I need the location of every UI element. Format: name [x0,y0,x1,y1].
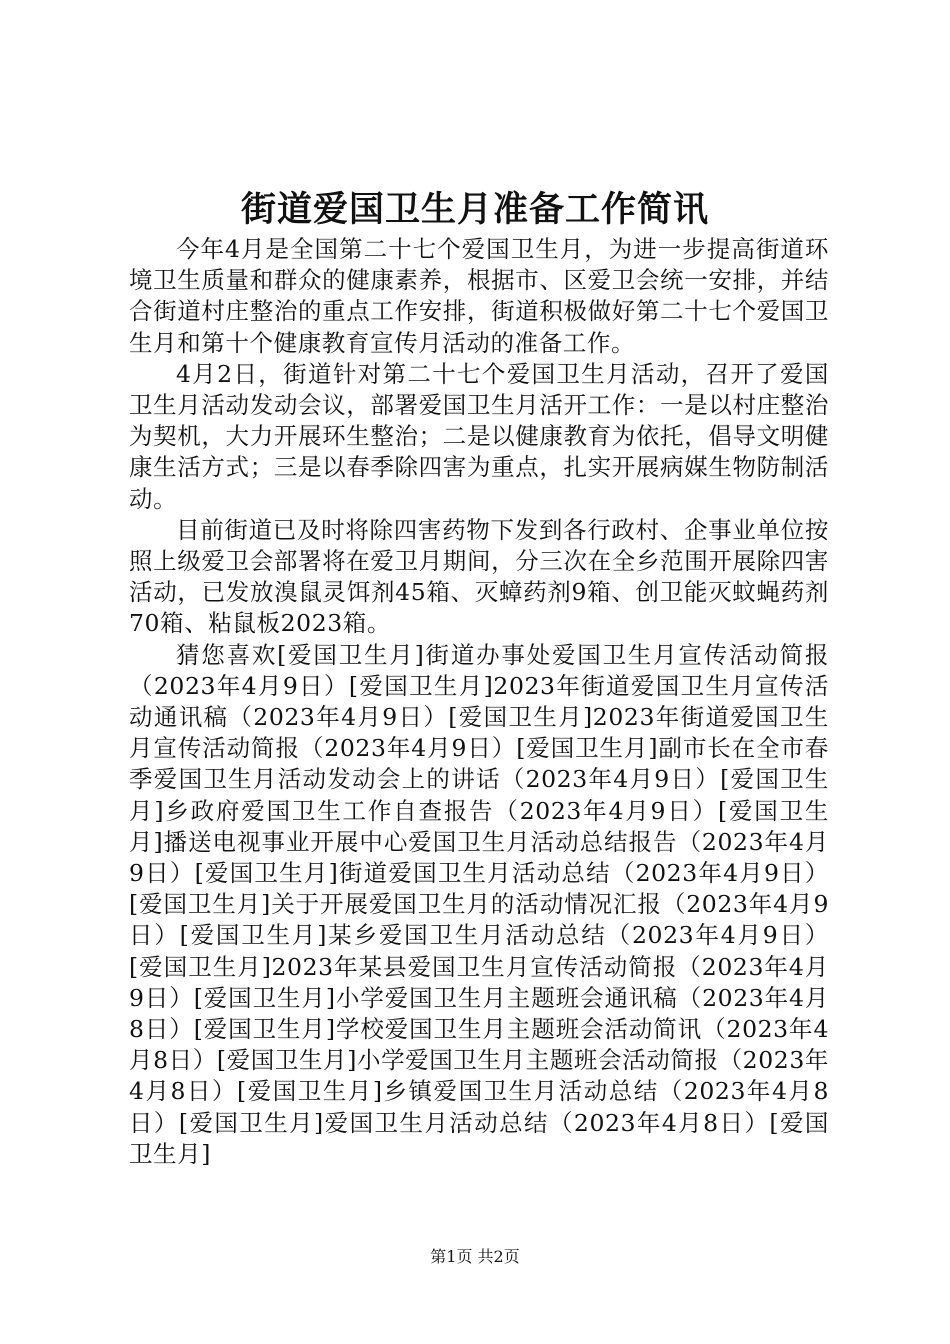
paragraph-intro: 今年4月是全国第二十七个爱国卫生月，为进一步提高街道环境卫生质量和群众的健康素养，根据市、区爱卫会统一安排，并结合街道村庄整治的重点工作安排，街道积极做好第二十七个爱国卫生月和第十个健康教育宣传月活动的准备工作。 [129,235,829,357]
paragraph-distribution: 目前街道已及时将除四害药物下发到各行政村、企事业单位按照上级爱卫会部署将在爱卫月期间，分三次在全乡范围开展除四害活动，已发放溴鼠灵饵剂45箱、灭蟑药剂9箱、创卫能灭蚊蝇药剂70箱、粘鼠板2023箱。 [129,515,829,638]
paragraph-meeting: 4月2日，街道针对第二十七个爱国卫生月活动，召开了爱国卫生月活动发动会议，部署爱国卫生月活开工作：一是以村庄整治为契机，大力开展环生整治；二是以健康教育为依托，倡导文明健康生活方式；三是以春季除四害为重点，扎实开展病媒生物防制活动。 [129,359,829,513]
document-title: 街道爱国卫生月准备工作简讯 [240,189,709,230]
document-body [129,234,829,1170]
paragraph-related-links: 猜您喜欢[爱国卫生月]街道办事处爱国卫生月宣传活动简报（2023年4月9日）[爱国卫生月]2023年街道爱国卫生月宣传活动通讯稿（2023年4月9日）[爱国卫生月]2023年街道爱国卫生月宣传活动简报（2023年4月9日）[爱国卫生月]副市长在全市春季爱国卫生月活动发动会上的讲话（2023年4月9日）[爱国卫生月]乡政府爱国卫生工作自查报告（2023年4月9日）[爱国卫生月]播送电视事业开展中心爱国卫生月活动总结报告（2023年4月9日）[爱国卫生月]街道爱国卫生月活动总结（2023年4月9日）[爱国卫生月]关于开展爱国卫生月的活动情况汇报（2023年4月9日）[爱国卫生月]某乡爱国卫生月活动总结（2023年4月9日）[爱国卫生月]2023年某县爱国卫生月宣传活动简报（2023年4月9日）[爱国卫生月]小学爱国卫生月主题班会通讯稿（2023年4月8日）[爱国卫生月]学校爱国卫生月主题班会活动简讯（2023年4月8日）[爱国卫生月]小学爱国卫生月主题班会活动简报（2023年4月8日）[爱国卫生月]乡镇爱国卫生月活动总结（2023年4月8日）[爱国卫生月]爱国卫生月活动总结（2023年4月8日）[爱国卫生月] [129,640,829,1168]
page-number-footer: 第1页 共2页 [430,1247,520,1266]
